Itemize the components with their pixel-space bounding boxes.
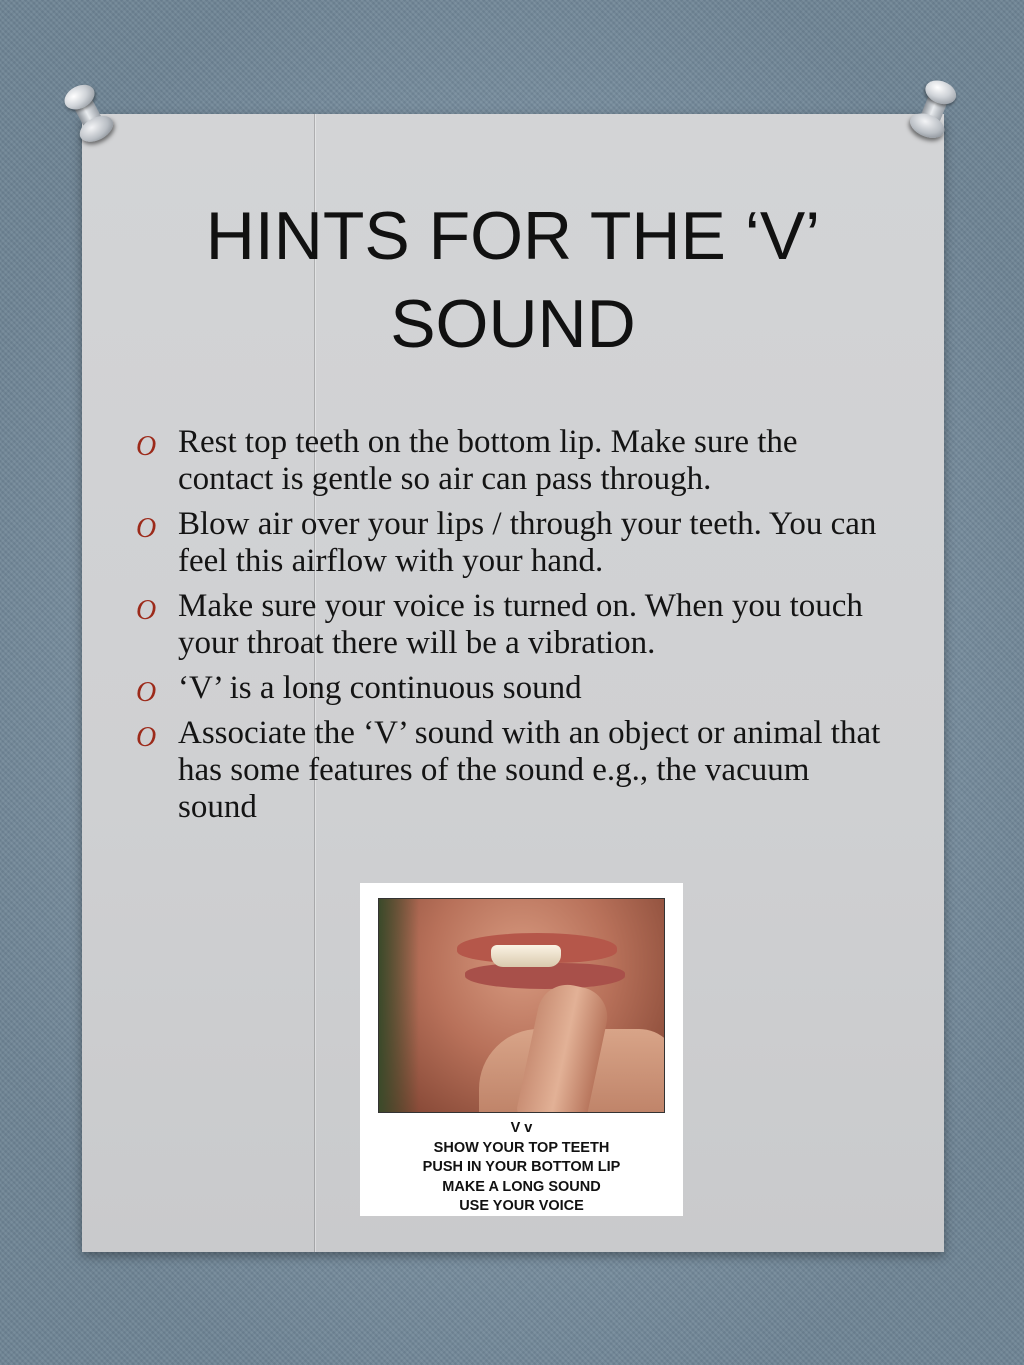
hint-text: Associate the ‘V’ sound with an object or animal that has some features of the sound e.g., the vacuum sound	[178, 715, 881, 825]
caption-line: USE YOUR VOICE	[459, 1198, 584, 1214]
hint-text: Blow air over your lips / through your teeth. You can feel this airflow with your hand.	[178, 506, 877, 579]
mouth-photo-card	[360, 883, 683, 1216]
hint-text: Make sure your voice is turned on. When you touch your throat there will be a vibration.	[178, 588, 863, 661]
slide-title	[82, 192, 944, 368]
caption-line: V v	[510, 1120, 533, 1136]
caption-line: SHOW YOUR TOP TEETH	[433, 1139, 610, 1156]
bullet-marker-icon: O	[136, 431, 157, 462]
mouth-photo	[378, 898, 665, 1113]
hint-list-item	[136, 670, 896, 707]
slide-title-line2: SOUND	[390, 286, 636, 362]
photo-teeth	[491, 945, 561, 967]
bullet-marker-icon: O	[136, 513, 157, 544]
photo-shadow	[379, 899, 419, 1112]
slide-title-line1: HINTS FOR THE ‘V’	[205, 198, 821, 274]
hint-text: ‘V’ is a long continuous sound	[178, 670, 582, 706]
bullet-marker-icon: O	[136, 722, 157, 753]
hint-list	[136, 424, 896, 834]
bullet-marker-icon: O	[136, 595, 157, 626]
caption-line: MAKE A LONG SOUND	[442, 1178, 601, 1195]
caption-line: PUSH IN YOUR BOTTOM LIP	[422, 1159, 621, 1175]
bullet-marker-icon: O	[136, 677, 157, 708]
hint-text: Rest top teeth on the bottom lip. Make sure the contact is gentle so air can pass through.	[178, 424, 798, 497]
hint-list-item	[136, 715, 896, 826]
hint-list-item	[136, 588, 896, 662]
photo-caption	[360, 1119, 683, 1217]
hint-list-item	[136, 424, 896, 498]
hint-list-item	[136, 506, 896, 580]
